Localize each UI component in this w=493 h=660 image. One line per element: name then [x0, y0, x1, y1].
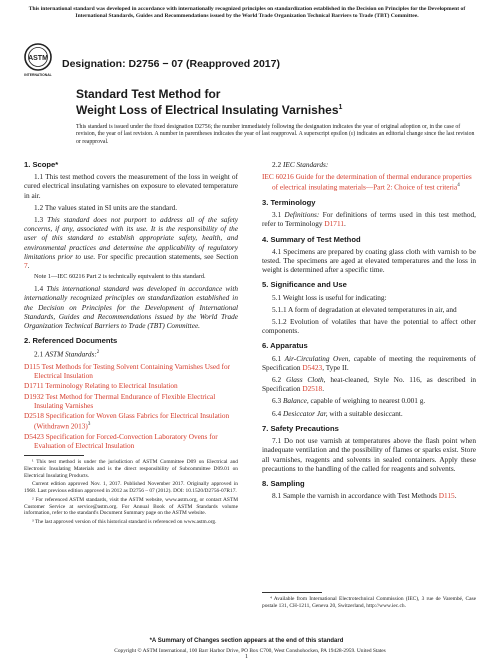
title-main: Weight Loss of Electrical Insulating Varnishes: [76, 103, 339, 117]
para-6-4: [262, 409, 476, 418]
para-1-3-italic: This standard does not purport to address all of the safety concerns, if any, associated with its use. It is the responsibility of the user of this standard to establish appropriate safety, health, and environmental practices and determine the applicability of regulatory limitations prior to use.: [24, 215, 238, 261]
iec-standards-label: IEC Standards:: [282, 160, 329, 169]
designation: Designation: D2756 − 07 (Reapproved 2017): [62, 58, 280, 70]
glass-cloth-label: Glass Cloth,: [285, 375, 326, 385]
right-footnotes: [262, 592, 476, 611]
safety-heading: 7. Safety Precautions: [262, 423, 339, 433]
para-6-4-num: 6.4: [272, 408, 283, 418]
summary-of-changes-note: *A Summary of Changes section appears at the end of this standard: [149, 638, 344, 644]
para-2-2-num: 2.2: [272, 160, 283, 169]
desiccator-label: Desiccator Jar,: [282, 408, 328, 418]
para-6-1-end: , Type II.: [322, 362, 349, 372]
note-1: Note 1—IEC 60216 Part 2 is technically equivalent to this standard.: [34, 273, 206, 281]
reference-title[interactable]: Test Methods for Testing Solvent Containing Varnishes Used for Electrical Insulation: [34, 362, 231, 381]
para-3-1-num: 3.1: [272, 210, 285, 220]
definitions-label: Definitions:: [284, 210, 320, 220]
d5423-link[interactable]: D5423: [302, 362, 323, 372]
para-1-3-text: For specific precaution statements, see Section: [95, 251, 238, 261]
para-1-1: 1.1 This test method covers the measurement of the loss in weight of cured electrical insulating varnishes on exposure to elevated temperature in air.: [24, 172, 238, 200]
iec-60216-link[interactable]: IEC 60216 Guide for the determination of thermal endurance properties of electrical insulating materials—Part 2: Choice of test criteria: [262, 172, 472, 192]
para-6-1-num: 6.1: [272, 353, 285, 363]
title-footnote-mark: 1: [338, 104, 343, 111]
reference-code-link[interactable]: D1932: [24, 391, 44, 401]
iec-reference[interactable]: [262, 172, 476, 192]
issuance-statement: This standard is issued under the fixed designation D2756; the number immediately following the designation indicates the year of original adoption or, in the case of revision, the year of last revision. A number in parentheses indicates the year of last reapproval. A superscript epsilon (ε) indicates an editorial change since the last revision or reapproval.: [76, 124, 475, 145]
footnote-2: ² For referenced ASTM standards, visit the ASTM website, www.astm.org, or contact ASTM Customer Service at service@astm.org. For Annual Book of ASTM Standards volume information, refer to the standard's Document Summary page on the ASTM website.: [24, 496, 238, 517]
reference-code-link[interactable]: D5423: [24, 431, 44, 441]
title-line-1: Standard Test Method for: [76, 87, 221, 101]
para-1-4-num: 1.4: [34, 284, 47, 294]
reference-title[interactable]: Specification for Woven Glass Fabrics for Electrical Insulation (Withdrawn 2013): [34, 411, 230, 431]
balance-label: Balance,: [282, 396, 309, 406]
reference-item[interactable]: [24, 381, 238, 390]
para-3-1-text: For definitions of terms used in this test method, refer to Terminology: [262, 210, 476, 229]
footnote-rule: [24, 455, 84, 456]
oven-label: Air-Circulating Oven,: [284, 353, 351, 363]
para-6-3-num: 6.3: [272, 396, 283, 406]
sampling-heading: 8. Sampling: [262, 478, 305, 488]
footnote-3: ³ The last approved version of this historical standard is referenced on www.astm.org.: [32, 518, 217, 525]
footnote-1-edition: Current edition approved Nov. 1, 2017. Published November 2017. Originally approved in 1968. Last previous edition approved in 2012 as D2756 – 07 (2012). DOI: 10.1520/D2756-07R17.: [24, 481, 238, 495]
reference-item[interactable]: [24, 362, 238, 380]
scope-heading: 1. Scope*: [24, 160, 59, 169]
para-8-1-end: .: [454, 491, 457, 501]
d115-link[interactable]: D115: [438, 491, 455, 501]
para-6-1-text: capable of meeting the requirements of Specification: [262, 353, 476, 372]
para-1-3: [24, 215, 238, 270]
apparatus-heading: 6. Apparatus: [262, 341, 308, 351]
para-6-2-text: heat-cleaned, Style No. 116, as described in Specification: [262, 375, 476, 394]
significance-heading: 5. Significance and Use: [262, 280, 347, 290]
svg-text:ASTM: ASTM: [28, 55, 48, 62]
reference-title[interactable]: Specification for Forced-Convection Laboratory Ovens for Evaluation of Electrical Insulation: [34, 431, 218, 451]
para-2-1: [24, 348, 238, 359]
d1711-link[interactable]: D1711: [324, 219, 344, 229]
para-4-1: 4.1 Specimens are prepared by coating glass cloth with varnish to be tested. The specimens are aged at elevated temperatures and the loss in weight is determined after a specific time.: [262, 246, 476, 275]
para-6-1: [262, 354, 476, 372]
para-1-4: [24, 284, 238, 330]
reference-item[interactable]: [24, 392, 238, 410]
d2518-link[interactable]: D2518: [302, 384, 323, 394]
left-column: [24, 160, 238, 528]
para-3-1: [262, 210, 476, 228]
footnote-mark-3: 3: [87, 422, 91, 428]
para-1-4-italic: This international standard was developed in accordance with internationally recognized principles on standardization established in the Decision on Principles for the Development of International Standards, Guides and Recommendations issued by the World Trade Organization Technical Barriers to Trade (TBT) Committee.: [24, 284, 238, 331]
para-1-3-end: .: [27, 261, 30, 271]
para-6-3-text: capable of weighing to nearest 0.001 g.: [308, 396, 426, 406]
reference-item[interactable]: [24, 432, 238, 450]
right-footnote-rule: [262, 592, 322, 593]
astm-logo: [22, 42, 54, 78]
para-6-2: [262, 375, 476, 393]
reference-title[interactable]: Terminology Relating to Electrical Insulation: [43, 381, 178, 391]
para-6-4-text: with a suitable desiccant.: [327, 408, 403, 418]
para-8-1-text: 8.1 Sample the varnish in accordance with Test Methods: [272, 491, 439, 501]
para-6-3: [262, 396, 476, 405]
page-number: 1: [245, 654, 248, 660]
footnote-4: ⁴ Available from International Electrotechnical Commission (IEC), 3 rue de Varembé, Case postale 131, CH-1211, Geneva 20, Switzerland, http://www.iec.ch.: [262, 596, 476, 609]
tbt-notice: This international standard was developed in accordance with internationally recognized principles on standardization established in the Decision on Principles for the Development of International Standards, Guides and Recommendations issued by the World Trade Organization Technical Barriers to Trade (TBT) Committee.: [28, 6, 466, 19]
terminology-heading: 3. Terminology: [262, 198, 316, 208]
para-8-1: [262, 491, 476, 500]
copyright-line: Copyright © ASTM International, 100 Barr Harbor Drive, PO Box C700, West Conshohocken, PA 19428-2959. United States: [114, 648, 386, 654]
document-title: [76, 87, 476, 117]
summary-heading: 4. Summary of Test Method: [262, 234, 361, 244]
para-5-1: 5.1 Weight loss is useful for indicating:: [272, 292, 387, 302]
footnote-mark-2: 2: [96, 350, 100, 356]
referenced-documents-heading: 2. Referenced Documents: [24, 336, 118, 346]
reference-code-link[interactable]: D2518: [24, 411, 44, 421]
title-line-2: [76, 101, 476, 117]
para-5-1-2: 5.1.2 Evolution of volatiles that have the potential to affect other components.: [262, 317, 476, 336]
para-6-2-num: 6.2: [272, 375, 286, 385]
para-5-1-1: 5.1.1 A form of degradation at elevated temperatures in air, and: [272, 304, 457, 314]
para-2-1-num: 2.1: [34, 349, 45, 359]
para-1-2: 1.2 The values stated in SI units are the standard.: [34, 202, 178, 212]
section-7-link[interactable]: 7: [24, 261, 28, 271]
reference-title[interactable]: Test Method for Thermal Endurance of Flexible Electrical Insulating Varnishes: [34, 391, 216, 410]
footnote-1: ¹ This test method is under the jurisdiction of ASTM Committee D09 on Electrical and Electronic Insulating Materials and is the direct responsibility of Subcommittee D09.01 on Electrical Insulating Products.: [24, 459, 238, 479]
para-1-3-num: 1.3: [34, 215, 48, 225]
reference-item[interactable]: [24, 411, 238, 431]
right-column: [262, 160, 476, 503]
svg-text:INTERNATIONAL: INTERNATIONAL: [24, 73, 52, 77]
footnote-mark-4: 4: [457, 183, 460, 189]
astm-logo-icon: [22, 42, 54, 78]
para-2-2: [262, 160, 476, 169]
reference-list: [24, 362, 238, 450]
reference-code-link[interactable]: D1711: [24, 381, 44, 391]
para-7-1: 7.1 Do not use varnish at temperatures above the flash point when inadequate ventilation and the possibility of flames or sparks exist. Store all varnishes, reagents and solvents in sealed containers. Apply these precautions to the handling of the called for reagents and solvents.: [262, 436, 476, 473]
astm-standards-label: ASTM Standards:: [44, 349, 97, 359]
para-6-2-end: .: [322, 384, 325, 394]
para-3-1-end: .: [343, 219, 346, 229]
reference-code-link[interactable]: D115: [24, 362, 40, 372]
